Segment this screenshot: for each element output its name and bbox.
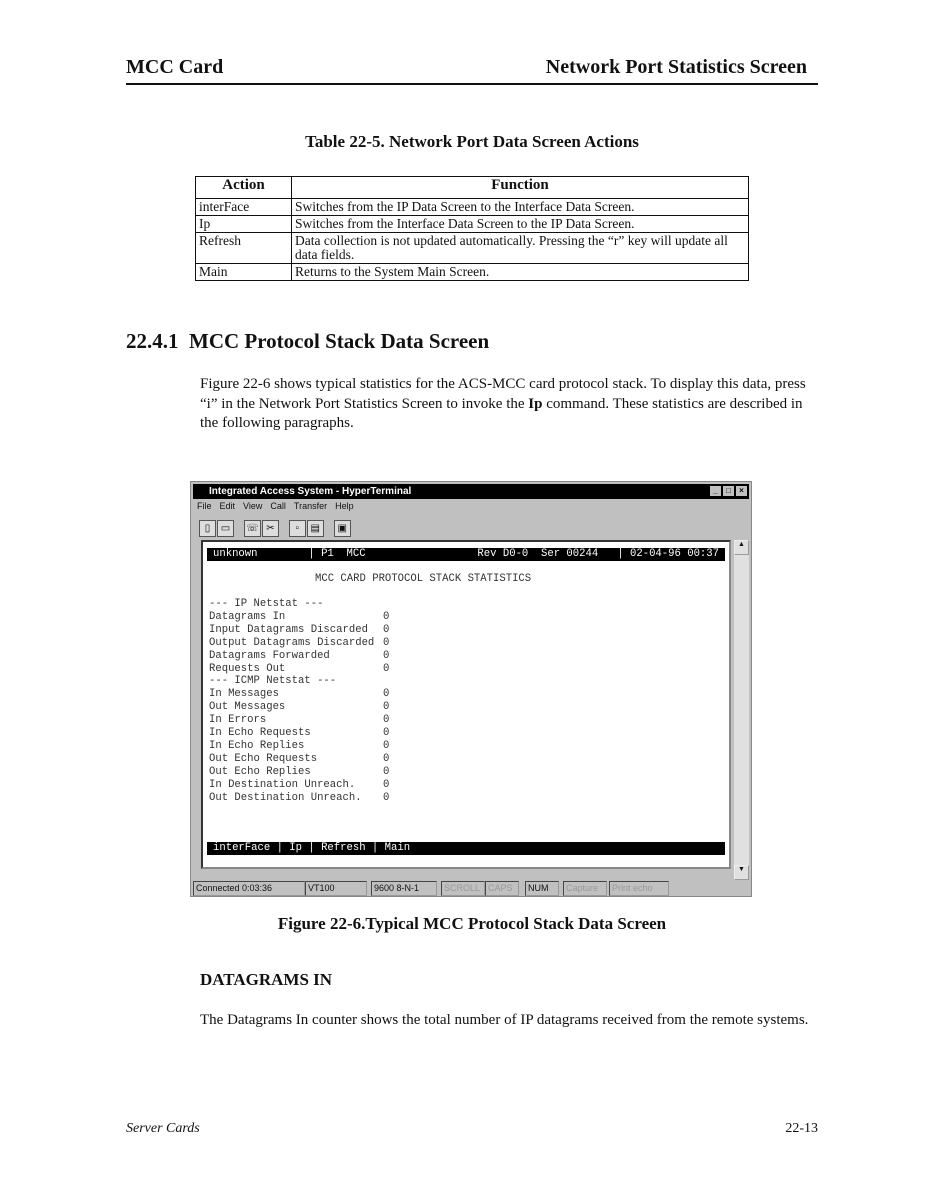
statistic-label: --- ICMP Netstat --- [209, 675, 337, 688]
action-cell: Refresh [196, 233, 292, 264]
terminal-status-bar [207, 548, 725, 561]
function-cell: Data collection is not updated automatically. Pressing the “r” key will update all data fields. [292, 233, 749, 264]
receive-icon[interactable]: ▤ [307, 520, 324, 537]
intro-text: command. These statistics are described in the following paragraphs. [200, 395, 803, 431]
statistic-label: Out Echo Replies [209, 765, 311, 778]
column-header: Action [196, 177, 292, 199]
command-bar: interFace | Ip | Refresh | Main [207, 842, 725, 855]
caps-indicator: CAPS [485, 881, 519, 896]
statistic-value: 0 [383, 662, 390, 675]
action-cell: Ip [196, 216, 292, 233]
intro-text: Figure 22-6 shows typical statistics for the ACS-MCC card protocol stack. To display this data, press “i” in the Network Port Statistics Screen to invoke the [200, 376, 806, 412]
statistic-row [209, 598, 383, 611]
statistic-label: In Destination Unreach. [209, 778, 356, 791]
statistic-row [209, 753, 389, 766]
print-echo-indicator: Print echo [609, 881, 669, 896]
function-cell: Returns to the System Main Screen. [292, 264, 749, 281]
terminal-header-right: Rev D0-0 Ser 00244 | 02-04-96 00:37 [477, 548, 719, 560]
statistic-label: In Echo Requests [209, 727, 311, 739]
statistic-label: Out Messages [209, 701, 286, 714]
running-header-left: MCC Card [126, 56, 224, 78]
disconnect-icon[interactable]: ✂ [262, 520, 279, 537]
table-row [196, 233, 749, 264]
new-icon[interactable]: ▯ [199, 520, 216, 537]
statistic-row [209, 688, 389, 701]
statistic-label: Input Datagrams Discarded [209, 623, 368, 636]
statistic-row [209, 701, 389, 714]
statistic-value: 0 [383, 765, 390, 778]
statistic-label: Out Echo Requests [209, 752, 318, 765]
connection-time: Connected 0:03:36 [193, 881, 305, 896]
function-cell: Switches from the Interface Data Screen to the IP Data Screen. [292, 216, 749, 233]
hyperterminal-screenshot [190, 481, 752, 897]
statistic-row [209, 727, 389, 740]
action-cell: interFace [196, 199, 292, 216]
status-bar [193, 881, 749, 895]
statistic-label: In Echo Replies [209, 739, 305, 752]
function-cell: Switches from the IP Data Screen to the Interface Data Screen. [292, 199, 749, 216]
properties-icon[interactable]: ▣ [334, 520, 351, 537]
title-bar [193, 484, 749, 499]
statistic-label: Output Datagrams Discarded [209, 636, 375, 649]
statistic-label: In Messages [209, 688, 279, 701]
statistic-row [209, 663, 389, 676]
section-title: MCC Protocol Stack Data Screen [189, 329, 490, 353]
statistic-row [209, 714, 389, 727]
statistic-value: 0 [383, 739, 390, 752]
statistic-label: Datagrams Forwarded [209, 649, 330, 662]
statistic-row [209, 675, 383, 688]
header-rule [126, 83, 818, 85]
scroll-indicator: SCROLL [441, 881, 485, 896]
port-settings: 9600 8-N-1 [371, 881, 437, 896]
menu-bar [197, 501, 362, 511]
emulation: VT100 [305, 881, 367, 896]
statistic-value: 0 [383, 649, 390, 662]
statistic-value: 0 [383, 727, 390, 739]
statistic-row [209, 611, 389, 624]
window-title: Integrated Access System - HyperTerminal [209, 486, 412, 497]
menu-call[interactable]: Call [270, 501, 286, 511]
statistic-value: 0 [383, 636, 390, 649]
statistic-value: 0 [383, 701, 390, 714]
num-indicator: NUM [525, 881, 559, 896]
statistic-value: 0 [383, 714, 390, 727]
statistic-label: Out Destination Unreach. [209, 791, 362, 804]
table-row [196, 199, 749, 216]
table-header-row [196, 177, 749, 199]
statistic-label: In Errors [209, 714, 267, 727]
intro-paragraph [200, 375, 816, 434]
scroll-up-icon[interactable]: ▲ [734, 540, 749, 555]
body-paragraph: The Datagrams In counter shows the total number of IP datagrams received from the remote systems. [200, 1012, 809, 1028]
minimize-icon[interactable]: _ [710, 486, 721, 496]
open-icon[interactable]: ▭ [217, 520, 234, 537]
maximize-icon[interactable]: □ [723, 486, 734, 496]
close-icon[interactable]: × [736, 486, 747, 496]
connect-icon[interactable]: ☏ [244, 520, 261, 537]
page-number: 22-13 [785, 1121, 818, 1136]
statistic-label: Datagrams In [209, 610, 286, 623]
statistic-value: 0 [383, 688, 390, 701]
terminal-area[interactable] [201, 540, 731, 869]
capture-indicator: Capture [563, 881, 607, 896]
statistic-label: Requests Out [209, 662, 286, 675]
statistic-value: 0 [383, 791, 390, 804]
scroll-down-icon[interactable]: ▼ [734, 865, 749, 880]
statistic-value: 0 [383, 752, 390, 765]
menu-view[interactable]: View [243, 501, 263, 511]
statistic-row [209, 624, 389, 637]
table-caption: Table 22-5. Network Port Data Screen Actions [305, 132, 639, 151]
vertical-scrollbar[interactable] [734, 540, 749, 880]
statistic-row [209, 792, 389, 805]
statistic-row [209, 650, 389, 663]
statistic-value: 0 [383, 610, 390, 623]
table-row [196, 216, 749, 233]
section-heading [126, 329, 489, 354]
figure-caption: Figure 22-6.Typical MCC Protocol Stack Data Screen [277, 914, 667, 933]
running-header-right: Network Port Statistics Screen [545, 56, 807, 78]
footer-left: Server Cards [126, 1121, 200, 1136]
menu-edit[interactable]: Edit [219, 501, 236, 511]
action-cell: Main [196, 264, 292, 281]
actions-table [195, 176, 749, 281]
subheading: DATAGRAMS IN [200, 970, 333, 989]
menu-transfer[interactable]: Transfer [293, 501, 328, 511]
statistic-value: 0 [383, 778, 390, 791]
toolbar [199, 518, 352, 536]
statistic-row [209, 779, 389, 792]
table-row [196, 264, 749, 281]
column-header: Function [292, 177, 749, 199]
menu-help[interactable]: Help [335, 501, 354, 511]
statistic-value: 0 [383, 623, 390, 636]
statistic-row [209, 766, 389, 779]
statistic-row [209, 740, 389, 753]
statistic-row [209, 637, 389, 650]
terminal-header-left: unknown | P1 MCC [213, 548, 366, 560]
terminal-title: MCC CARD PROTOCOL STACK STATISTICS [315, 573, 532, 585]
section-number: 22.4.1 [126, 329, 179, 353]
menu-file[interactable]: File [197, 501, 212, 511]
statistic-label: --- IP Netstat --- [209, 598, 324, 610]
command-name: Ip [528, 395, 543, 412]
send-icon[interactable]: ▫ [289, 520, 306, 537]
